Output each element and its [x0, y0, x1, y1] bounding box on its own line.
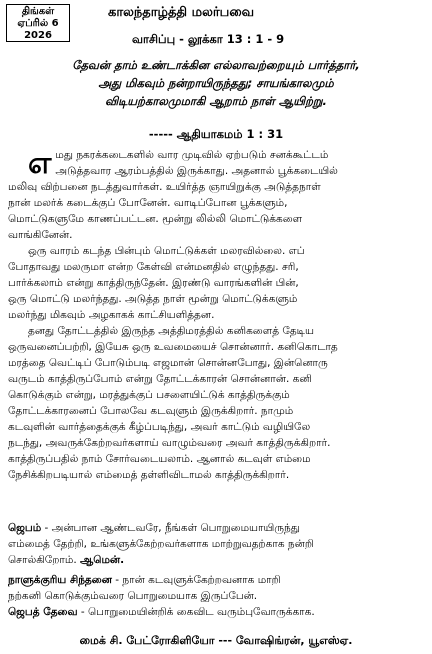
paragraph	[8, 243, 424, 323]
body-line: ஒரு வாரம் கடந்த பின்பும் மொட்டுக்கள் மலரவில்லை. எப்	[28, 245, 305, 257]
prayer-text: - அன்பான ஆண்டவரே, நீங்கள் பொறுமையாயிருந்து	[44, 522, 300, 534]
body-line: தனது தோட்டத்தில் இருந்த அத்திமரத்தில் கனிகளைத் தேடிய	[28, 325, 315, 337]
closing-section	[8, 520, 424, 620]
thought-line: நற்கனி கொடுக்கும்வரை பொறுமையாக இருப்பேன்.	[8, 590, 258, 602]
prayer-need-label: ஜெபத் தேவை	[8, 606, 78, 618]
body-line: அடுத்தவார ஆரம்பத்தில் இருக்காது. அதனால் பூக்கடையில்	[55, 165, 338, 177]
reading-reference: வாசிப்பு - லூக்கா 13 : 1 - 9	[132, 32, 285, 46]
year: 2026	[24, 30, 52, 41]
amen: ஆமென்.	[80, 554, 125, 566]
key-verse-line: அது மிகவும் நன்றாயிருந்தது; சாயங்காலமும்	[98, 76, 334, 90]
prayer-label: ஜெபம்	[8, 522, 42, 534]
paragraph	[8, 147, 424, 243]
body-line: நேசிக்கிறபடியால் எம்மைத் தள்ளிவிடாமல் காத்திருக்கிறார்.	[8, 469, 290, 481]
body-line: கொடுக்கும் என்று, மரத்துக்குப் பசளையிட்டுக் காத்திருக்கும்	[8, 389, 290, 401]
body-line: பார்க்கலாம் என்று காத்திருந்தேன். இரண்டு வாரங்களின் பின்,	[8, 277, 299, 289]
body-line: ஒருவனைப்பற்றி, இயேசு ஒரு உவமையைச் சொன்னார். கனிகொடாத	[8, 341, 338, 353]
date-box	[6, 4, 70, 42]
key-verse	[0, 56, 432, 110]
paragraph	[8, 323, 424, 483]
prayer-line	[8, 552, 424, 568]
body-line: மலர்ந்து மிகவும் அழகாகக் காட்சியளித்தன.	[8, 309, 215, 321]
body-line: மொட்டுகளுமே காணப்பட்டன. மூன்று லில்லி மொட்டுக்களை	[8, 213, 303, 225]
body-line: நடந்து, அவருக்கேற்றவர்களாய் வாழும்வரை அவர் காத்திருக்கிறார்.	[8, 437, 331, 449]
devotional-body	[8, 147, 424, 483]
body-line: மது நகரக்கடைகளில் வார முடிவில் ஏற்படும் சனக்கூட்டம்	[55, 149, 329, 161]
thought-text: - நான் கடவுளுக்கேற்றவனாக மாறி	[115, 574, 281, 586]
body-line: வாங்கினேன்.	[8, 229, 73, 241]
body-line: கடவுளின் வார்த்தைக்குக் கீழ்ப்படிந்து, அவர் காட்டும் வழியிலே	[8, 421, 311, 433]
body-line: ஒரு மொட்டு மலர்ந்தது. அடுத்த நாள் மூன்று மொட்டுக்களும்	[8, 293, 298, 305]
thought-line	[8, 572, 424, 588]
prayer-text: சொல்கிறோம்.	[8, 554, 77, 566]
key-verse-line: விடியற்காலமுமாகி ஆறாம் நாள் ஆயிற்று.	[105, 94, 327, 108]
weekday: திங்கள்	[21, 6, 55, 17]
body-line: மரத்தை வெட்டிப் போடும்படி எஜமான் சொன்னபோது, இன்னொரு	[8, 357, 328, 369]
prayer-line	[8, 520, 424, 536]
body-line: போதாவது மலருமா என்ற கேள்வி என்மனதில் எழுந்தது. சரி,	[8, 261, 299, 273]
body-line: வருடம் காத்திருப்போம் என்று தோட்டக்காரன் சொன்னான். கனி	[8, 373, 312, 385]
author-credit: மைக் சி. பேட்ரோகிளியோ --- வோஷிங்ரன், யூஎஸ்ஏ.	[79, 634, 353, 647]
body-line: மலிவு விற்பனை நடத்துவார்கள். உயிர்த்த ஞாயிறுக்கு அடுத்தநாள்	[8, 181, 321, 193]
thought-label: நாளுக்குரிய சிந்தனை	[8, 574, 112, 586]
key-verse-line: தேவன் தாம் உண்டாக்கின எல்லாவற்றையும் பார்த்தார்,	[72, 58, 360, 72]
date: ஏப்ரில் 6	[17, 18, 59, 29]
drop-cap: எ	[28, 146, 52, 181]
prayer-line: எம்மைத் தேற்றி, உங்களுக்கேற்றவர்களாக மாற்றுவதற்காக நன்றி	[8, 538, 314, 550]
body-line: தோட்டக்காரனைப் போலவே கடவுளும் இருக்கிறார். நாமும்	[8, 405, 294, 417]
body-line: நான் மலர்க் கடைக்குப் போனேன். வாடிப்போன பூக்களும்,	[8, 197, 288, 209]
prayer-need-line	[8, 604, 424, 620]
prayer-need-text: - பொறுமையின்றிக் கைவிட வரும்புவோருக்காக.	[80, 606, 315, 618]
page-title: காலந்தாழ்த்தி மலர்பவை	[108, 5, 255, 20]
verse-reference: ----- ஆதியாகமம் 1 : 31	[148, 127, 284, 141]
body-line: காத்திருப்பதில் நாம் சோர்வடையலாம். ஆனால் கடவுள் எம்மை	[8, 453, 311, 465]
